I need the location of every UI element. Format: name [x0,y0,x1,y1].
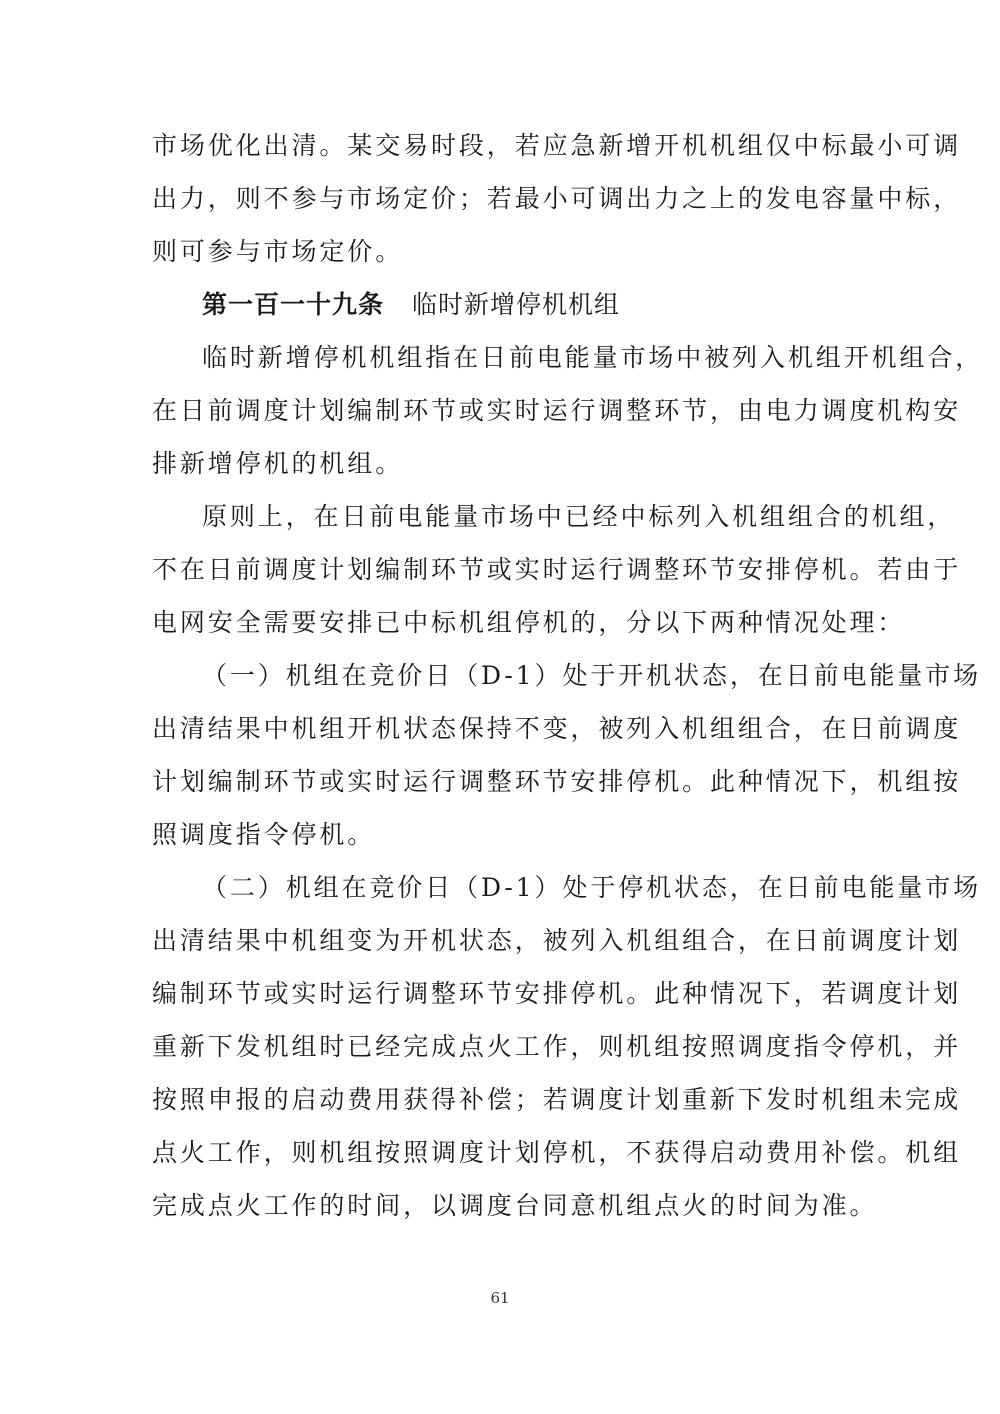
text-line: 点火工作，则机组按照调度计划停机，不获得启动费用补偿。机组 [152,1138,962,1167]
text-line: 完成点火工作的时间，以调度台同意机组点火的时间为准。 [152,1191,878,1220]
text-line: 编制环节或实时运行调整环节安排停机。此种情况下，若调度计划 [152,979,962,1008]
text-line: 照调度指令停机。 [152,820,376,849]
text-line: 计划编制环节或实时运行调整环节安排停机。此种情况下，机组按 [152,767,962,796]
text-line: 出清结果中机组开机状态保持不变，被列入机组组合，在日前调度 [152,714,962,743]
article-number: 第一百一十九条 [202,290,385,319]
page-number: 61 [490,1289,510,1307]
text-line: 在日前调度计划编制环节或实时运行调整环节，由电力调度机构安 [152,396,962,425]
text-line: 临时新增停机机组指在日前电能量市场中被列入机组开机组合， [202,343,984,372]
text-line: 出清结果中机组变为开机状态，被列入机组组合，在日前调度计划 [152,926,962,955]
text-line: 按照申报的启动费用获得补偿；若调度计划重新下发时机组未完成 [152,1085,962,1114]
article-title: 临时新增停机机组 [412,290,621,319]
text-line: 原则上，在日前电能量市场中已经中标列入机组组合的机组， [202,502,956,531]
text-line: 市场优化出清。某交易时段，若应急新增开机机组仅中标最小可调 [152,131,962,160]
text-line: 则可参与市场定价。 [152,237,404,266]
text-line: 排新增停机的机组。 [152,449,404,478]
text-line: 出力，则不参与市场定价；若最小可调出力之上的发电容量中标， [152,184,962,213]
article-heading [202,288,620,322]
text-line: （一）机组在竞价日（D-1）处于开机状态，在日前电能量市场 [202,661,981,690]
text-line: 重新下发机组时已经完成点火工作，则机组按照调度指令停机，并 [152,1032,962,1061]
text-line: 电网安全需要安排已中标机组停机的，分以下两种情况处理： [152,608,906,637]
text-line: （二）机组在竞价日（D-1）处于停机状态，在日前电能量市场 [202,873,981,902]
text-line: 不在日前调度计划编制环节或实时运行调整环节安排停机。若由于 [152,555,962,584]
